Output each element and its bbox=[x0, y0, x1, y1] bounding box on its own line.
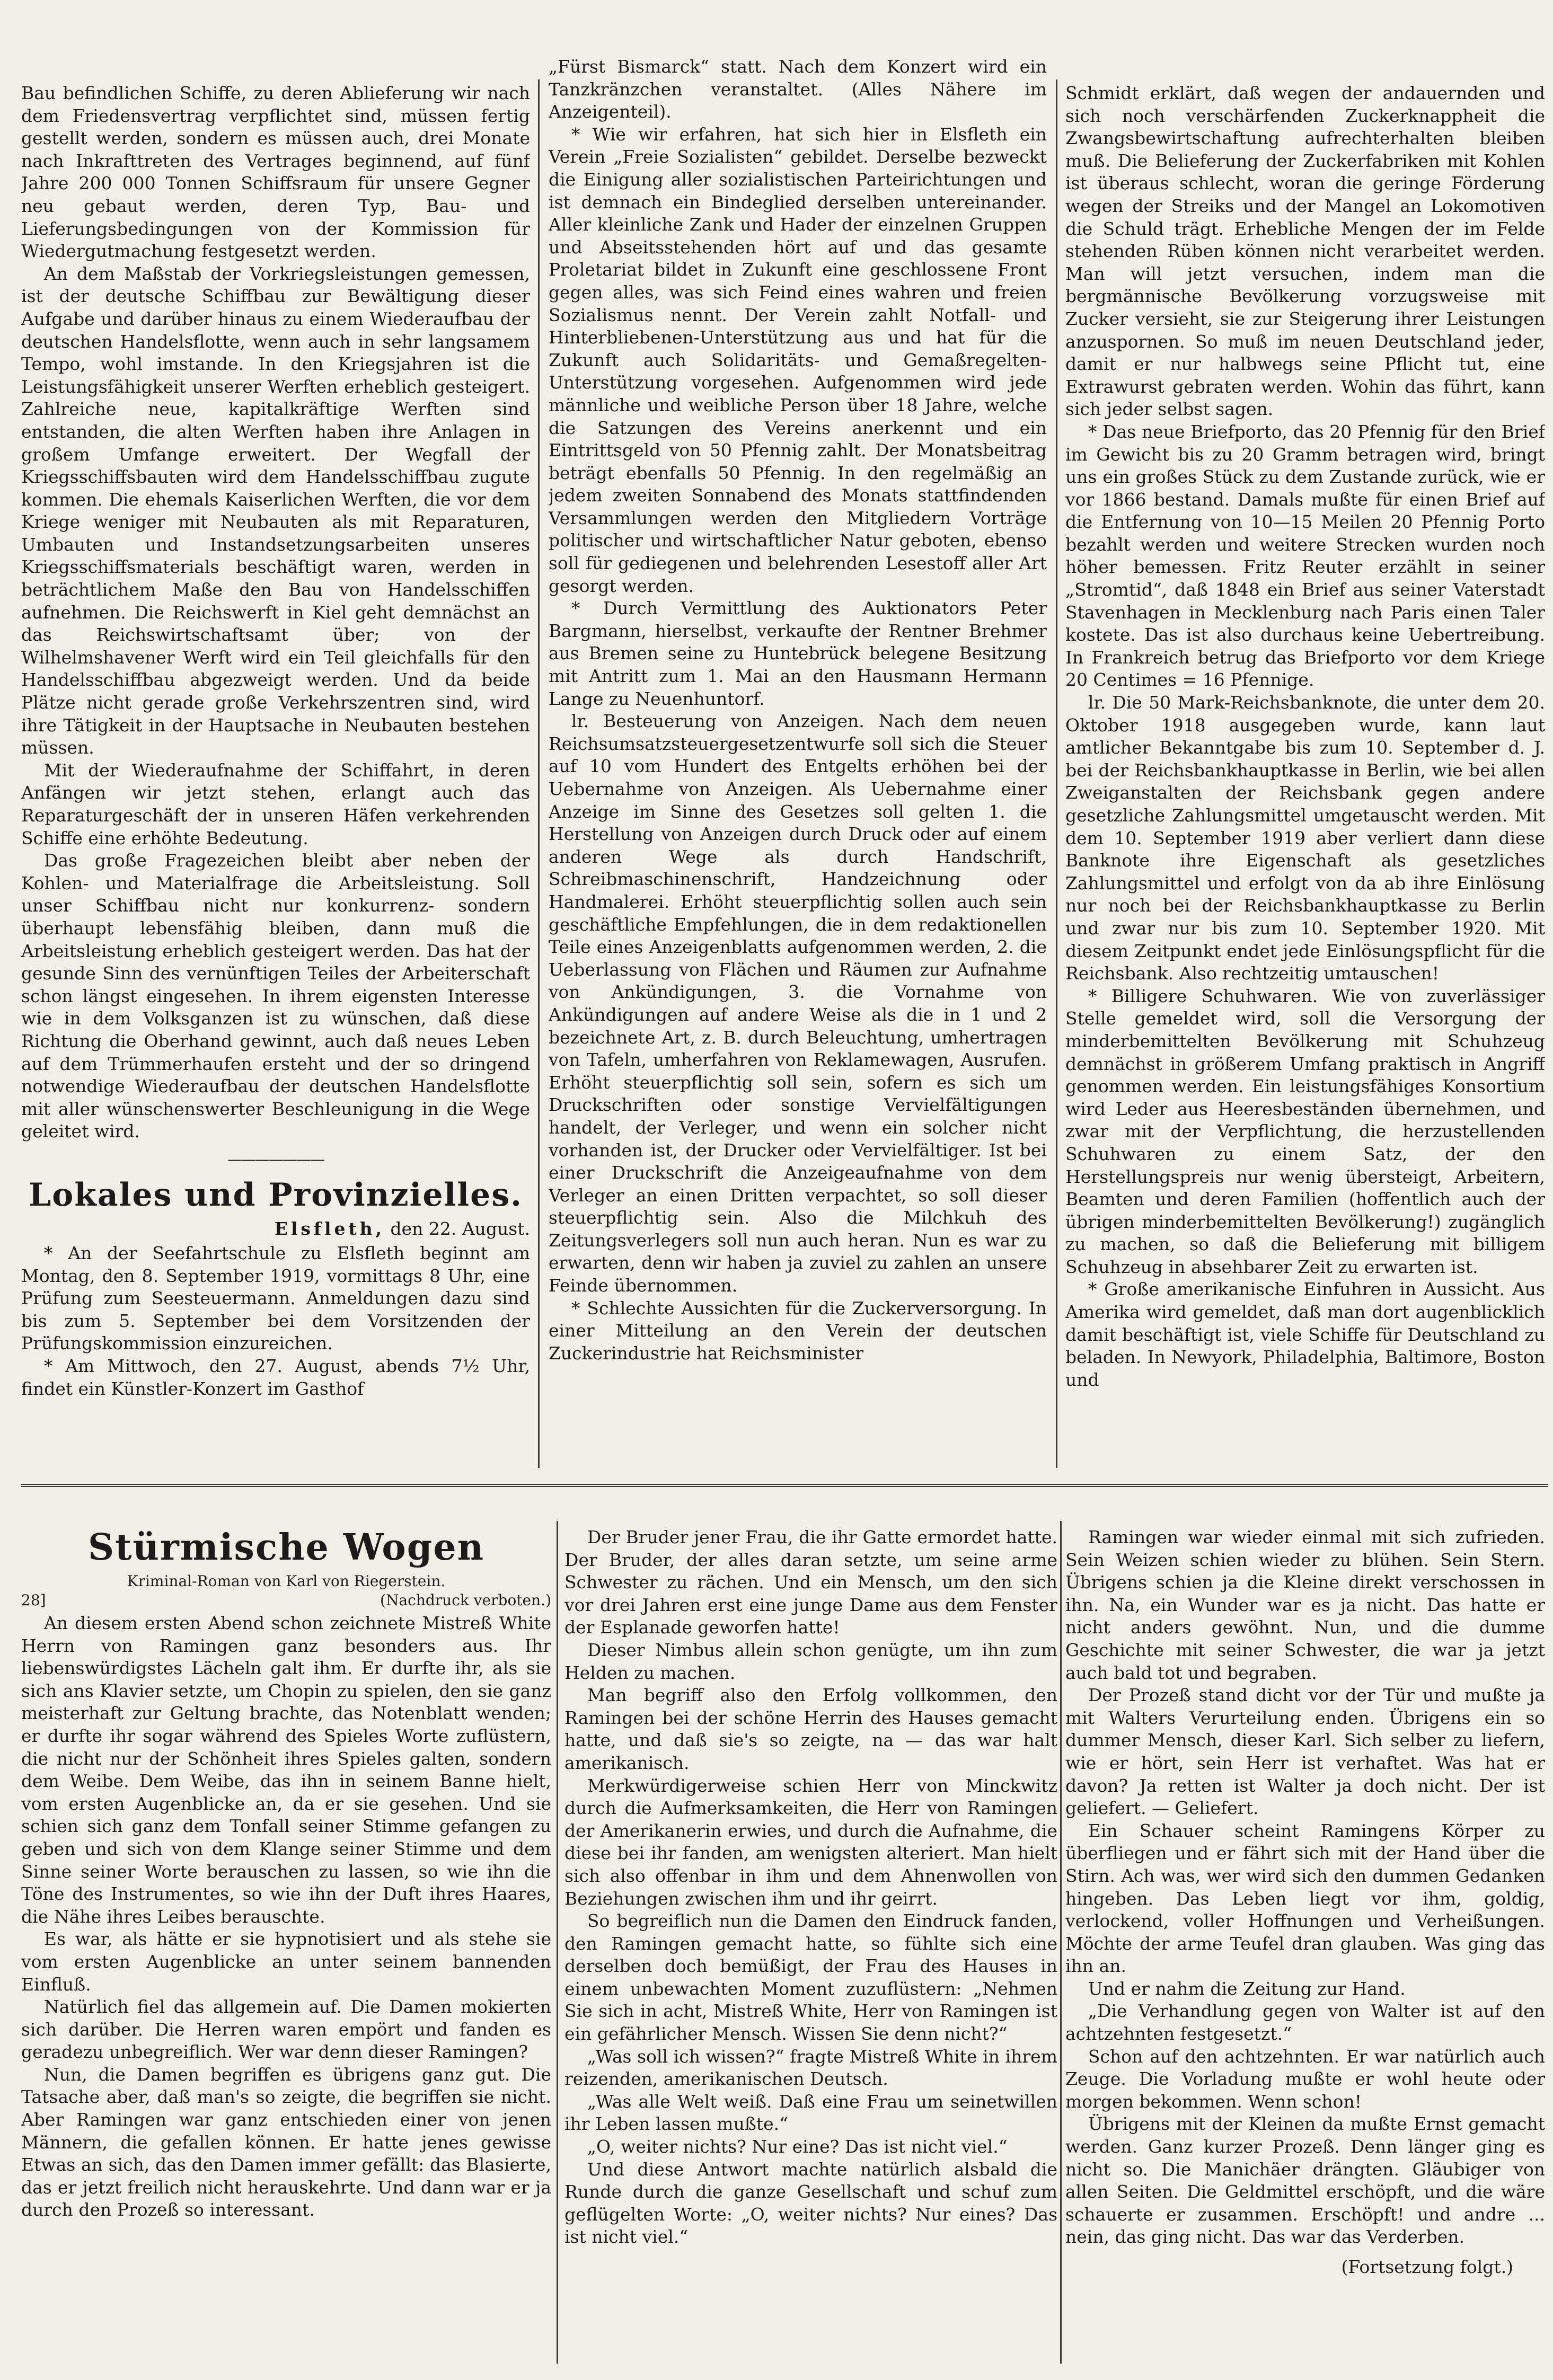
novel-title: Stürmische Wogen bbox=[87, 1526, 485, 1569]
novel-paragraph: Und er nahm die Zeitung zur Hand. bbox=[1088, 1978, 1406, 1999]
novel-meta bbox=[21, 1591, 551, 1610]
reprint-notice: (Nachdruck verboten.) bbox=[380, 1591, 551, 1609]
news-item: * Große amerikanische Einfuhren in Aussicht. Aus Amerika wird gemeldet, daß man dort augenblicklich damit beschäftigt ist, viele Schiffe für Deutschland zu beladen. In Newyork, Philadelphia, Baltimore, Boston und bbox=[1065, 1279, 1545, 1390]
news-item: * Billigere Schuhwaren. Wie von zuverlässiger Stelle gemeldet wird, soll die Versorgung der minderbemittelten Bevölkerung mit Schuhzeug demnächst in größerem Umfang praktisch in Angriff genommen werden. Ein leistungsfähiges Konsortium wird Leder aus Heeresbeständen übernehmen, und zwar mit der Verpflichtung, die herzustellenden Schuhwaren zu einem Satz, der den Herstellungspreis nur wenig übersteigt, Arbeitern, Beamten und deren Familien (hoffentlich auch der übrigen minderbemittelten Bevölkerung!) zugänglich zu machen, so daß die Belieferung mit billigem Schuhzeug in absehbarer Zeit zu erwarten ist. bbox=[1065, 985, 1545, 1277]
article-paragraph: An dem Maßstab der Vorkriegsleistungen gemessen, ist der deutsche Schiffbau zur Bewältigung dieser Aufgabe und darüber hinaus zu einem Wiederaufbau der deutschen Handelsflotte, wenn auch in sehr langsamem Tempo, wohl imstande. In den Kriegsjahren ist die Leistungsfähigkeit unserer Werften erheblich gesteigert. Zahlreiche neue, kapitalkräftige Werften sind entstanden, die alten Werften haben ihre Anlagen in großem Umfange erweitert. Der Wegfall der Kriegsschiffsbauten wird dem Handelsschiffbau zugute kommen. Die ehemals Kaiserlichen Werften, die vor dem Kriege weniger mit Neubauten als mit Reparaturen, Umbauten und Instandsetzungsarbeiten unseres Kriegsschiffsmaterials beschäftigt waren, werden in beträchtlichem Maße den Bau von Handelsschiffen aufnehmen. Die Reichswerft in Kiel geht demnächst an das Reichswirtschaftsamt über; von der Wilhelmshavener Werft wird ein Teil gleichfalls für den Handelsschiffbau abgezweigt werden. Und da beide Plätze nicht gerade große Verkehrszentren sind, wird ihre Tätigkeit in der Hauptsache in Neubauten bestehen müssen. bbox=[21, 263, 530, 758]
news-item: * Am Mittwoch, den 27. August, abends 7½ Uhr, findet ein Künstler-Konzert im Gasthof bbox=[21, 1356, 530, 1399]
news-item: * Wie wir erfahren, hat sich hier in Elsfleth ein Verein „Freie Sozialisten“ gebildet. Derselbe bezweckt die Einigung aller sozialistischen Parteirichtungen und ist demnach ein Bindeglied derselben untereinander. Aller kleinliche Zank und Hader der einzelnen Gruppen und Abseitsstehenden hört auf und das gesamte Proletariat bildet in Zukunft eine geschlossene Front gegen alles, was sich Feind eines wahren und freien Sozialismus nennt. Der Verein zahlt Notfall- und Hinterbliebenen-Unterstützung aus und hat für die Zukunft auch Solidaritäts- und Gemaßregelten-Unterstützung vorgesehen. Aufgenommen wird jede männliche und weibliche Person über 18 Jahre, welche die Satzungen des Vereins anerkennt und ein Eintrittsgeld von 50 Pfennig zahlt. Der Monatsbeitrag beträgt ebenfalls 50 Pfennig. In den regelmäßig an jedem zweiten Sonnabend des Monats stattfindenden Versammlungen werden den Mitgliedern Vorträge politischer und wirtschaftlicher Natur geboten, ebenso soll für gediegenen und belehrenden Lesestoff aller Art gesorgt werden. bbox=[549, 123, 1047, 596]
novel-paragraph: So begreiflich nun die Damen den Eindruck fanden, den Ramingen gemacht hatte, so fühlte sich eine derselben doch bemüßigt, der Frau des Hauses in einem unbewachten Moment zuzuflüstern: „Nehmen Sie sich in acht, Mistreß White, Herr von Ramingen ist ein gefährlicher Mensch. Wissen Sie denn nicht?“ bbox=[564, 1910, 1057, 2045]
news-item: Schmidt erklärt, daß wegen der andauernden und sich noch verschärfenden Zuckerknappheit die Zwangsbewirtschaftung aufrechterhalten bleiben muß. Die Belieferung der Zuckerfabriken mit Kohlen ist überaus schlecht, woran die geringe Förderung wegen der Streiks und der Mangel an Lokomotiven die Schuld trägt. Erhebliche Mengen der im Felde stehenden Rüben können nicht verarbeitet werden. Man will jetzt versuchen, indem man die bergmännische Bevölkerung vorzugsweise mit Zucker versieht, sie zur Steigerung ihrer Leistungen anzuspornen. So muß im neuen Deutschland jeder, damit er nur halbwegs seine Pflicht tut, eine Extrawurst gebraten werden. Wohin das führt, kann sich jeder selbst sagen. bbox=[1065, 83, 1545, 420]
continued-notice: (Fortsetzung folgt.) bbox=[1341, 2257, 1513, 2277]
novel-paragraph: Man begriff also den Erfolg vollkommen, den Ramingen bei der schöne Herrin des Hauses gemacht hatte, und daß sie's so zeigte, na — das war halt amerikanisch. bbox=[564, 1685, 1057, 1773]
novel-paragraph: Übrigens mit der Kleinen da mußte Ernst gemacht werden. Ganz kurzer Prozeß. Denn länger ging es nicht so. Die Manichäer drängten. Gläubiger von allen Seiten. Die Geldmittel erschöpft, und die wäre schauerte er zusammen. Erschöpft! und andre ... nein, das ging nicht. Das war das Verderben. bbox=[1065, 2113, 1545, 2248]
article-paragraph: Mit der Wiederaufnahme der Schiffahrt, in deren Anfängen wir jetzt stehen, erlangt auch das Reparaturgeschäft der in unseren Häfen verkehrenden Schiffe eine erhöhte Bedeutung. bbox=[21, 759, 530, 848]
novel-column-1 bbox=[21, 1526, 551, 2361]
feuilleton-rule bbox=[21, 1484, 1548, 1487]
novel-paragraph: Schon auf den achtzehnten. Er war natürlich auch Zeuge. Die Vorladung mußte er wohl heute oder morgen bekommen. Wenn schon! bbox=[1065, 2046, 1545, 2112]
novel-paragraph: Dieser Nimbus allein schon genügte, um ihn zum Helden zu machen. bbox=[564, 1639, 1057, 1683]
novel-paragraph: Merkwürdigerweise schien Herr von Minckwitz durch die Aufmerksamkeiten, die Herr von Ramingen der Amerikanerin erwies, und durch die Aufnahme, die diese bei ihr fanden, am wenigsten alteriert. Man hielt sich also offenbar in ihm und dem Ahnenwollen von Beziehungen zwischen ihm und ihr geirrt. bbox=[564, 1775, 1057, 1909]
novel-column-2 bbox=[564, 1526, 1057, 2361]
article-paragraph: Bau befindlichen Schiffe, zu deren Ablieferung wir nach dem Friedensvertrag verpflichtet sind, müssen fertig gestellt werden, sondern es müssen auch, drei Monate nach Inkrafttreten des Vertrages beginnend, auf fünf Jahre 200 000 Tonnen Schiffsraum für unsere Gegner neu gebaut werden, deren Typ, Bau- und Lieferungsbedingungen von der Kommission für Wiedergutmachung festgesetzt werden. bbox=[21, 83, 530, 262]
news-item: * An der Seefahrtschule zu Elsfleth beginnt am Montag, den 8. September 1919, vormittags 8 Uhr, eine Prüfung zum Seesteuermann. Anmeldungen dazu sind bis zum 5. September bei dem Vorsitzenden der Prüfungskommission einzureichen. bbox=[21, 1243, 530, 1354]
column-rule bbox=[538, 79, 540, 1468]
novel-paragraph: „O, weiter nichts? Nur eine? Das ist nicht viel.“ bbox=[587, 2136, 1008, 2157]
installment-number: 28] bbox=[21, 1591, 46, 1609]
news-item: lr. Die 50 Mark-Reichsbanknote, die unter dem 20. Oktober 1918 ausgegeben wurde, kann laut amtlicher Bekanntgabe bis zum 10. September d. J. bei der Reichsbankhauptkasse in Berlin, wie bei allen Zweiganstalten der Reichsbank gegen andere gesetzliche Zahlungsmittel umgetauscht werden. Mit dem 10. September 1919 aber verliert dann diese Banknote ihre Eigenschaft als gesetzliches Zahlungsmittel und erfolgt von da ab ihre Einlösung nur noch bei der Reichsbankhauptkasse zu Berlin und zwar nur bis zum 10. September 1920. Mit diesem Zeitpunkt endet jede Einlösungspflicht für die Reichsbank. Also rechtzeitig umtauschen! bbox=[1065, 692, 1545, 984]
novel-paragraph: An diesem ersten Abend schon zeichnete Mistreß White Herrn von Ramingen ganz besonders aus. Ihr liebenswürdigstes Lächeln galt ihm. Er durfte ihr, als sie sich ans Klavier setzte, um Chopin zu spielen, den sie ganz meisterhaft zur Geltung brachte, das Notenblatt wenden; er durfte ihr sogar während des Spieles Worte zuflüstern, die nicht nur der Schönheit ihres Spieles galten, sondern dem Weibe. Dem Weibe, das ihn in seinem Banne hielt, vom ersten Augenblicke an, da er sie gesehen. Und sie schien sich ganz dem Tonfall seiner Stimme gefangen zu geben und sich von dem Klange seiner Stimme und dem Sinne seiner Worte berauschen zu lassen, so wie ihn die Töne des Instrumentes, so wie ihn der Duft ihres Haares, die Nähe ihres Leibes berauschte. bbox=[21, 1613, 551, 1927]
novel-paragraph: „Was soll ich wissen?“ fragte Mistreß White in ihrem reizenden, amerikanischen Deutsch. bbox=[564, 2046, 1057, 2090]
novel-paragraph: Der Prozeß stand dicht vor der Tür und mußte ja mit Walters Verurteilung enden. Übrigens ein so dummer Mensch, dieser Karl. Sich selber zu liefern, wie er hört, sein Herr ist verhaftet. Was hat er davon? Ja retten ist Walter ja doch nicht. Der ist geliefert. — Geliefert. bbox=[1065, 1685, 1545, 1819]
news-item: lr. Besteuerung von Anzeigen. Nach dem neuen Reichsumsatzsteuergesetzentwurfe soll sich die Steuer auf 10 vom Hundert des Entgelts erhöhen bei der Uebernahme von Anzeigen. Als Uebernahme einer Anzeige im Sinne des Gesetzes soll gelten 1. die Herstellung von Anzeigen durch Druck oder auf einem anderen Wege als durch Handschrift, Schreibmaschinenschrift, Handzeichnung oder Handmalerei. Erhöht steuerpflichtig sollen auch sein geschäftliche Empfehlungen, die in dem redaktionellen Teile eines Anzeigenblatts aufgenommen werden, 2. die Ueberlassung von Flächen und Räumen zur Aufnahme von Ankündigungen, 3. die Vornahme von Ankündigungen auf andere Weise als die in 1 und 2 bezeichnete Art, z. B. durch Beleuchtung, umhertragen von Tafeln, umherfahren von Reklamewagen, Ausrufen. Erhöht steuerpflichtig soll sein, sofern es sich um Druckschriften oder sonstige Vervielfältigungen handelt, der Verleger, und wenn ein solcher nicht vorhanden ist, der Drucker oder Vervielfältiger. Ist bei einer Druckschrift die Anzeigeaufnahme von dem Verleger an einen Dritten verpachtet, so soll dieser steuerpflichtig sein. Also die Milchkuh des Zeitungsverlegers soll nun auch heran. Nun es war zu erwarten, denn wir haben ja zuviel zu zahlen an unsere Feinde übernommen. bbox=[549, 711, 1047, 1296]
novel-paragraph: Ramingen war wieder einmal mit sich zufrieden. Sein Weizen schien wieder zu blühen. Sein Stern. Übrigens schien ja die Kleine direkt verschossen in ihn. Na, ein Wunder war es ja nicht. Das hatte er nicht anders gewöhnt. Nun, und die dumme Geschichte mit seiner Schwester, die war ja jetzt auch bald tot und begraben. bbox=[1065, 1527, 1545, 1683]
article-paragraph: Das große Fragezeichen bleibt aber neben der Kohlen- und Materialfrage die Arbeitsleistung. Soll unser Schiffbau nicht nur konkurrenz- sondern überhaupt lebensfähig bleiben, dann muß die Arbeitsleistung erheblich gesteigert werden. Das hat der gesunde Sinn des vernünftigen Teiles der Arbeiterschaft schon längst eingesehen. In ihrem eigensten Interesse wie in dem Volksganzen ist zu wünschen, daß diese Richtung die Oberhand gewinnt, auch daß neues Leben auf dem Trümmerhaufen ersteht und der so dringend notwendige Wiederaufbau der deutschen Handelsflotte mit aller wünschenswerter Beschleunigung in die Wege geleitet wird. bbox=[21, 850, 530, 1142]
novel-column-3 bbox=[1065, 1526, 1545, 2361]
column-1 bbox=[21, 82, 530, 1468]
novel-paragraph: Ein Schauer scheint Ramingens Körper zu überfliegen und er fährt sich mit der Hand über die Stirn. Ach was, wer wird sich den dummen Gedanken hingeben. Das Leben liegt vor ihm, goldig, verlockend, voller Hoffnungen und Verheißungen. Möchte der arme Teufel dran glauben. Was ging das ihn an. bbox=[1065, 1820, 1545, 1977]
column-2 bbox=[549, 56, 1047, 1460]
column-rule bbox=[1060, 1521, 1062, 2364]
section-heading: Lokales und Provinzielles. bbox=[29, 1176, 523, 1214]
column-rule bbox=[557, 1521, 558, 2364]
news-item: * Durch Vermittlung des Auktionators Peter Bargmann, hierselbst, verkaufte der Rentner Brehmer aus Bremen seine zu Huntebrück belegene Besitzung mit Antritt zum 1. Mai an den Hausmann Hermann Lange zu Neuenhuntorf. bbox=[549, 598, 1047, 709]
novel-subtitle: Kriminal-Roman von Karl von Riegerstein. bbox=[127, 1572, 446, 1590]
novel-paragraph: „Was alle Welt weiß. Daß eine Frau um seinetwillen ihr Leben lassen mußte.“ bbox=[564, 2091, 1057, 2135]
column-3 bbox=[1065, 82, 1545, 1465]
section-divider: ——————— bbox=[227, 1150, 324, 1168]
novel-paragraph: Natürlich fiel das allgemein auf. Die Damen mokierten sich darüber. Die Herren waren empört und fanden es geradezu unbegreiflich. Wer war denn dieser Ramingen? bbox=[21, 1996, 551, 2063]
novel-paragraph: Es war, als hätte er sie hypnotisiert und als stehe sie vom ersten Augenblicke an unter seinem bannenden Einfluß. bbox=[21, 1928, 551, 1995]
column-rule bbox=[1056, 79, 1057, 1468]
novel-paragraph: Nun, die Damen begriffen es übrigens ganz gut. Die Tatsache aber, daß man's so zeigte, die begriffen sie nicht. Aber Ramingen war ganz entschieden einer von jenen Männern, die gefallen können. Er hatte jenes gewisse Etwas an sich, das den Damen immer gefällt: das Blasierte, das er jetzt freilich nicht herauskehrte. Und dann war er ja durch den Prozeß so interessant. bbox=[21, 2064, 551, 2220]
dateline bbox=[21, 1218, 530, 1241]
novel-paragraph: Der Bruder jener Frau, die ihr Gatte ermordet hatte. Der Bruder, der alles daran setzte, um seine arme Schwester zu rächen. Und ein Mensch, um den sich vor drei Jahren erst eine junge Dame aus dem Fenster der Esplanade geworfen hatte! bbox=[564, 1527, 1057, 1638]
dateline-date: den 22. August. bbox=[390, 1218, 530, 1239]
dateline-place: Elsfleth, bbox=[274, 1218, 385, 1239]
novel-paragraph: „Die Verhandlung gegen von Walter ist auf den achtzehnten festgesetzt.“ bbox=[1065, 2001, 1545, 2045]
news-item: * Schlechte Aussichten für die Zuckerversorgung. In einer Mitteilung an den Verein der deutschen Zuckerindustrie hat Reichsminister bbox=[549, 1297, 1047, 1364]
novel-paragraph: Und diese Antwort machte natürlich alsbald die Runde durch die ganze Gesellschaft und schuf zum geflügelten Worte: „O, weiter nichts? Nur eines? Das ist nicht viel.“ bbox=[564, 2158, 1057, 2248]
news-item: * Das neue Briefporto, das 20 Pfennig für den Brief im Gewicht bis zu 20 Gramm betragen wird, bringt uns ein großes Stück zu dem Zustande zurück, wie er vor 1866 bestand. Damals mußte für einen Brief auf die Entfernung von 10—15 Meilen 20 Pfennig Porto bezahlt werden und weitere Strecken wurden noch höher bemessen. Fritz Reuter erzählt in seiner „Stromtid“, daß 1848 ein Brief aus seiner Vaterstadt Stavenhagen in Mecklenburg nach Paris einen Taler kostete. Das ist also durchaus keine Uebertreibung. In Frankreich betrug das Briefporto vor dem Kriege 20 Centimes = 16 Pfennige. bbox=[1065, 421, 1545, 691]
news-item: „Fürst Bismarck“ statt. Nach dem Konzert wird ein Tanzkränzchen veranstaltet. (Alles Nähere im Anzeigenteil). bbox=[549, 56, 1047, 122]
